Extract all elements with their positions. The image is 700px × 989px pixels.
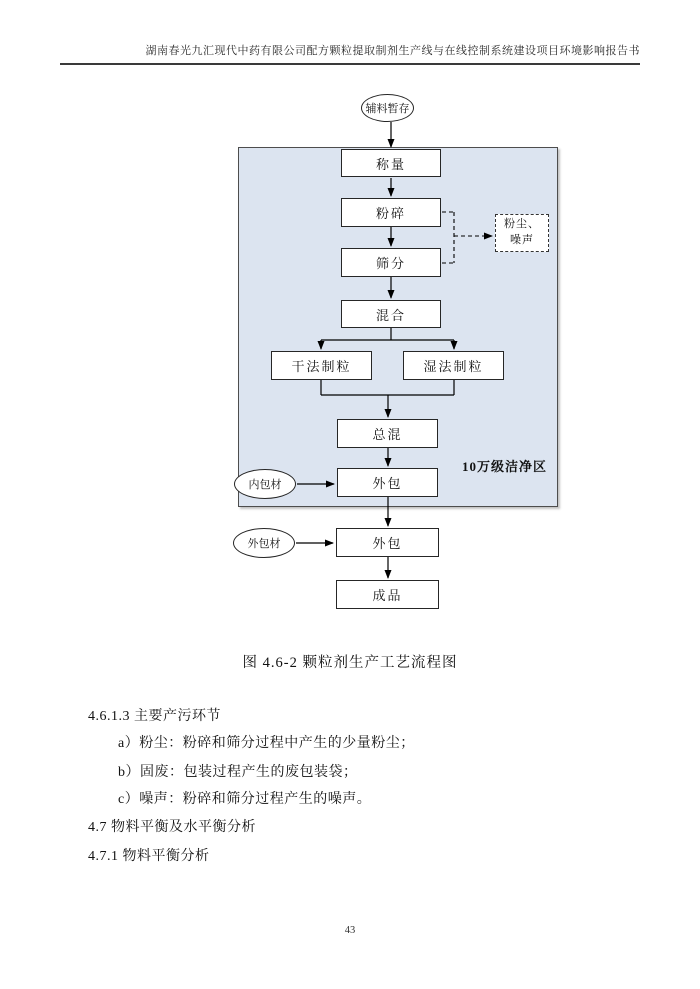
node-sieving: 筛分 bbox=[341, 248, 441, 277]
node-weighing: 称量 bbox=[341, 149, 441, 177]
section-4613-title: 4.6.1.3 主要产污环节 bbox=[88, 709, 221, 724]
section-47-title: 4.7 物料平衡及水平衡分析 bbox=[88, 820, 256, 835]
node-dry-granulation: 干法制粒 bbox=[271, 351, 372, 380]
figure-caption: 图 4.6-2 颗粒剂生产工艺流程图 bbox=[242, 655, 458, 671]
pollution-item-dust: a）粉尘：粉碎和筛分过程中产生的少量粉尘； bbox=[118, 736, 415, 751]
node-crushing: 粉碎 bbox=[341, 198, 441, 227]
page-number: 43 bbox=[344, 925, 356, 936]
node-dust-noise-emission: 粉尘、噪声 bbox=[495, 214, 549, 252]
pollution-item-noise: c）噪声：粉碎和筛分过程产生的噪声。 bbox=[118, 792, 372, 807]
section-471-title: 4.7.1 物料平衡分析 bbox=[88, 849, 210, 864]
node-inner-pack-material: 内包材 bbox=[234, 469, 296, 499]
node-packing-1: 外包 bbox=[337, 468, 438, 497]
node-wet-granulation: 湿法制粒 bbox=[403, 351, 504, 380]
node-outer-pack-material: 外包材 bbox=[233, 528, 295, 558]
node-mixing: 混合 bbox=[341, 300, 441, 328]
page-header-title: 湖南春光九汇现代中药有限公司配方颗粒提取制剂生产线与在线控制系统建设项目环境影响报告书 bbox=[60, 42, 640, 65]
node-total-mixing: 总混 bbox=[337, 419, 438, 448]
node-finished-product: 成品 bbox=[336, 580, 439, 609]
node-packing-2: 外包 bbox=[336, 528, 439, 557]
node-aux-material-storage: 辅料暂存 bbox=[361, 94, 414, 122]
clean-area-label: 10万级洁净区 bbox=[462, 459, 548, 474]
pollution-item-solid-waste: b）固废：包装过程产生的废包装袋； bbox=[118, 765, 358, 780]
